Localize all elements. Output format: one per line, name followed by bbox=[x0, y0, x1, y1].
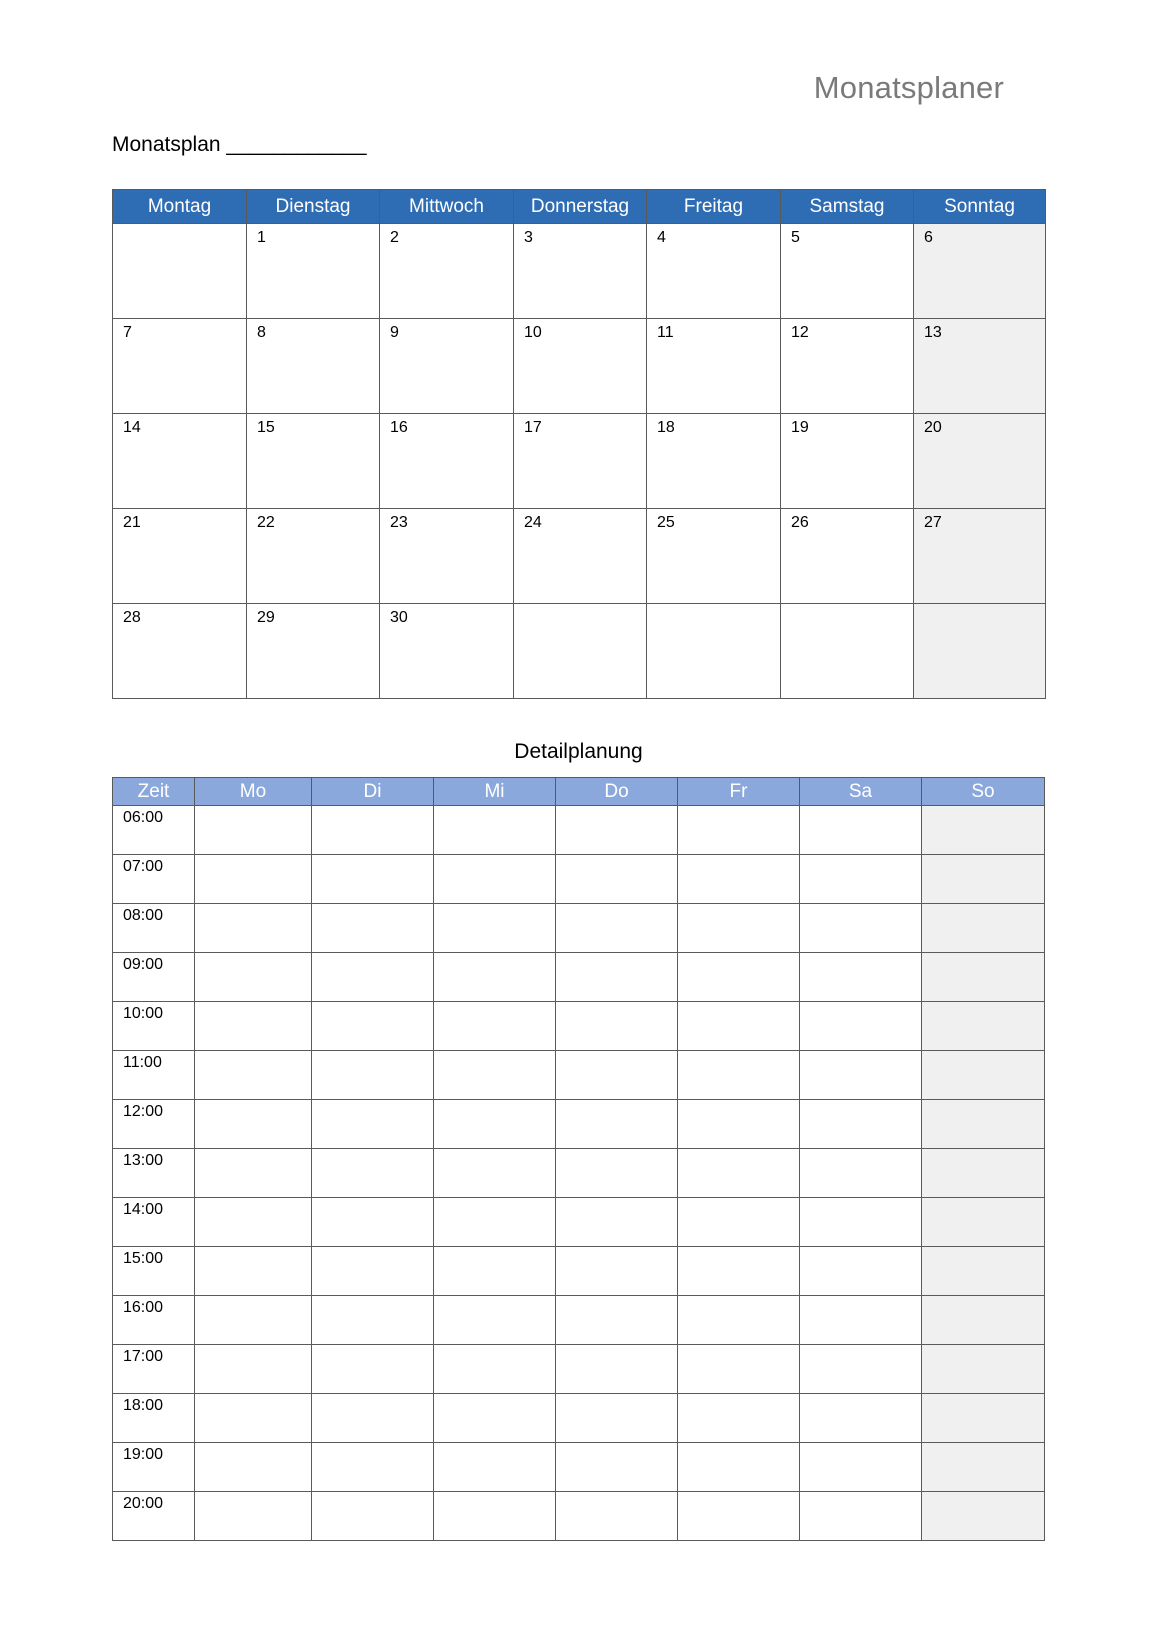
time-row bbox=[113, 1149, 1045, 1198]
day-cell[interactable]: 19 bbox=[781, 414, 914, 509]
day-cell[interactable]: 16 bbox=[380, 414, 514, 509]
schedule-slot[interactable] bbox=[195, 1443, 312, 1492]
schedule-slot[interactable] bbox=[800, 1247, 922, 1296]
schedule-slot[interactable] bbox=[556, 806, 678, 855]
schedule-slot[interactable] bbox=[434, 1002, 556, 1051]
schedule-slot[interactable] bbox=[195, 1149, 312, 1198]
document-title: Monatsplaner bbox=[813, 70, 1004, 105]
time-row bbox=[113, 1394, 1045, 1443]
schedule-slot[interactable] bbox=[195, 953, 312, 1002]
time-row bbox=[113, 806, 1045, 855]
schedule-slot[interactable] bbox=[922, 904, 1045, 953]
schedule-slot[interactable] bbox=[800, 855, 922, 904]
schedule-slot[interactable] bbox=[556, 1100, 678, 1149]
sunday-cell[interactable]: 20 bbox=[914, 414, 1046, 509]
schedule-slot[interactable] bbox=[800, 1051, 922, 1100]
day-cell[interactable]: 3 bbox=[514, 224, 647, 319]
schedule-slot[interactable] bbox=[678, 1296, 800, 1345]
time-row bbox=[113, 1247, 1045, 1296]
day-cell[interactable]: 5 bbox=[781, 224, 914, 319]
day-cell[interactable]: 2 bbox=[380, 224, 514, 319]
schedule-slot[interactable] bbox=[434, 953, 556, 1002]
schedule-slot[interactable] bbox=[678, 1149, 800, 1198]
schedule-slot[interactable] bbox=[678, 1051, 800, 1100]
day-cell[interactable]: 9 bbox=[380, 319, 514, 414]
month-calendar-table bbox=[112, 189, 1046, 699]
day-cell[interactable]: 24 bbox=[514, 509, 647, 604]
weekday-header: Sonntag bbox=[914, 190, 1046, 224]
time-row bbox=[113, 953, 1045, 1002]
weekday-header: Samstag bbox=[781, 190, 914, 224]
day-cell[interactable]: 17 bbox=[514, 414, 647, 509]
time-row bbox=[113, 1296, 1045, 1345]
day-cell[interactable] bbox=[514, 604, 647, 699]
schedule-slot[interactable] bbox=[922, 1492, 1045, 1541]
day-cell[interactable]: 15 bbox=[247, 414, 380, 509]
schedule-slot[interactable] bbox=[312, 1100, 434, 1149]
schedule-slot[interactable] bbox=[434, 1100, 556, 1149]
day-cell[interactable]: 10 bbox=[514, 319, 647, 414]
schedule-slot[interactable] bbox=[195, 904, 312, 953]
schedule-slot[interactable] bbox=[312, 806, 434, 855]
schedule-slot[interactable] bbox=[678, 1002, 800, 1051]
schedule-slot[interactable] bbox=[556, 1296, 678, 1345]
time-label: 08:00 bbox=[113, 904, 195, 953]
schedule-slot[interactable] bbox=[922, 1051, 1045, 1100]
schedule-slot[interactable] bbox=[922, 953, 1045, 1002]
time-row bbox=[113, 1002, 1045, 1051]
weekday-header: Freitag bbox=[647, 190, 781, 224]
sunday-cell[interactable]: 27 bbox=[914, 509, 1046, 604]
day-cell[interactable]: 4 bbox=[647, 224, 781, 319]
schedule-slot[interactable] bbox=[312, 1394, 434, 1443]
schedule-slot[interactable] bbox=[922, 1443, 1045, 1492]
schedule-slot[interactable] bbox=[195, 806, 312, 855]
time-row bbox=[113, 855, 1045, 904]
schedule-slot[interactable] bbox=[922, 1149, 1045, 1198]
schedule-slot[interactable] bbox=[678, 953, 800, 1002]
schedule-slot[interactable] bbox=[678, 1492, 800, 1541]
schedule-slot[interactable] bbox=[922, 806, 1045, 855]
schedule-slot[interactable] bbox=[556, 1345, 678, 1394]
time-label: 20:00 bbox=[113, 1492, 195, 1541]
day-cell[interactable]: 1 bbox=[247, 224, 380, 319]
sunday-cell[interactable]: 6 bbox=[914, 224, 1046, 319]
schedule-slot[interactable] bbox=[556, 1492, 678, 1541]
day-cell[interactable]: 21 bbox=[113, 509, 247, 604]
schedule-slot[interactable] bbox=[678, 1247, 800, 1296]
week-row bbox=[113, 509, 1046, 604]
schedule-slot[interactable] bbox=[556, 1198, 678, 1247]
time-label: 19:00 bbox=[113, 1443, 195, 1492]
schedule-slot[interactable] bbox=[195, 1198, 312, 1247]
time-row bbox=[113, 1492, 1045, 1541]
day-column-header: Fr bbox=[678, 778, 800, 806]
schedule-slot[interactable] bbox=[800, 1443, 922, 1492]
schedule-slot[interactable] bbox=[800, 1296, 922, 1345]
schedule-slot[interactable] bbox=[678, 1394, 800, 1443]
sunday-cell[interactable] bbox=[914, 604, 1046, 699]
day-column-header: Do bbox=[556, 778, 678, 806]
schedule-slot[interactable] bbox=[195, 1051, 312, 1100]
schedule-slot[interactable] bbox=[678, 904, 800, 953]
time-row bbox=[113, 904, 1045, 953]
schedule-slot[interactable] bbox=[312, 1492, 434, 1541]
schedule-slot[interactable] bbox=[312, 855, 434, 904]
day-cell[interactable] bbox=[781, 604, 914, 699]
schedule-slot[interactable] bbox=[556, 1149, 678, 1198]
time-label: 10:00 bbox=[113, 1002, 195, 1051]
time-label: 15:00 bbox=[113, 1247, 195, 1296]
day-column-header: Sa bbox=[800, 778, 922, 806]
schedule-slot[interactable] bbox=[434, 1247, 556, 1296]
schedule-slot[interactable] bbox=[434, 1492, 556, 1541]
day-column-header: Di bbox=[312, 778, 434, 806]
schedule-slot[interactable] bbox=[312, 1198, 434, 1247]
day-cell[interactable]: 8 bbox=[247, 319, 380, 414]
schedule-slot[interactable] bbox=[922, 1002, 1045, 1051]
time-label: 09:00 bbox=[113, 953, 195, 1002]
day-cell[interactable]: 23 bbox=[380, 509, 514, 604]
day-cell[interactable]: 18 bbox=[647, 414, 781, 509]
week-row bbox=[113, 604, 1046, 699]
schedule-slot[interactable] bbox=[195, 1492, 312, 1541]
day-column-header: Mo bbox=[195, 778, 312, 806]
schedule-slot[interactable] bbox=[556, 1394, 678, 1443]
schedule-slot[interactable] bbox=[922, 1198, 1045, 1247]
schedule-slot[interactable] bbox=[556, 953, 678, 1002]
day-cell[interactable]: 30 bbox=[380, 604, 514, 699]
day-cell[interactable]: 25 bbox=[647, 509, 781, 604]
schedule-slot[interactable] bbox=[195, 1394, 312, 1443]
schedule-slot[interactable] bbox=[556, 1051, 678, 1100]
schedule-slot[interactable] bbox=[556, 1443, 678, 1492]
schedule-slot[interactable] bbox=[312, 1296, 434, 1345]
schedule-slot[interactable] bbox=[434, 806, 556, 855]
schedule-slot[interactable] bbox=[800, 1002, 922, 1051]
time-label: 16:00 bbox=[113, 1296, 195, 1345]
schedule-slot[interactable] bbox=[434, 1198, 556, 1247]
schedule-slot[interactable] bbox=[434, 1051, 556, 1100]
week-row bbox=[113, 319, 1046, 414]
weekday-header: Mittwoch bbox=[380, 190, 514, 224]
schedule-slot[interactable] bbox=[800, 1198, 922, 1247]
time-label: 13:00 bbox=[113, 1149, 195, 1198]
day-cell[interactable] bbox=[647, 604, 781, 699]
time-label: 14:00 bbox=[113, 1198, 195, 1247]
month-header-row bbox=[113, 190, 1046, 224]
schedule-slot[interactable] bbox=[312, 904, 434, 953]
time-label: 17:00 bbox=[113, 1345, 195, 1394]
week-row bbox=[113, 414, 1046, 509]
schedule-slot[interactable] bbox=[922, 1100, 1045, 1149]
time-label: 07:00 bbox=[113, 855, 195, 904]
schedule-slot[interactable] bbox=[678, 1100, 800, 1149]
schedule-slot[interactable] bbox=[434, 1345, 556, 1394]
schedule-slot[interactable] bbox=[195, 855, 312, 904]
schedule-slot[interactable] bbox=[922, 1345, 1045, 1394]
time-row bbox=[113, 1198, 1045, 1247]
time-label: 18:00 bbox=[113, 1394, 195, 1443]
time-row bbox=[113, 1345, 1045, 1394]
schedule-slot[interactable] bbox=[312, 1345, 434, 1394]
time-column-header: Zeit bbox=[113, 778, 195, 806]
time-label: 06:00 bbox=[113, 806, 195, 855]
time-label: 11:00 bbox=[113, 1051, 195, 1100]
month-plan-label: Monatsplan ____________ bbox=[112, 133, 367, 156]
week-row bbox=[113, 224, 1046, 319]
day-cell[interactable]: 14 bbox=[113, 414, 247, 509]
schedule-slot[interactable] bbox=[922, 1394, 1045, 1443]
schedule-slot[interactable] bbox=[556, 1247, 678, 1296]
day-cell[interactable]: 28 bbox=[113, 604, 247, 699]
schedule-slot[interactable] bbox=[312, 1051, 434, 1100]
detail-table-body bbox=[113, 806, 1045, 1541]
schedule-slot[interactable] bbox=[434, 855, 556, 904]
day-cell[interactable]: 11 bbox=[647, 319, 781, 414]
time-row bbox=[113, 1051, 1045, 1100]
day-cell[interactable] bbox=[113, 224, 247, 319]
schedule-slot[interactable] bbox=[312, 1443, 434, 1492]
time-row bbox=[113, 1443, 1045, 1492]
schedule-slot[interactable] bbox=[312, 1247, 434, 1296]
schedule-slot[interactable] bbox=[678, 806, 800, 855]
weekday-header: Dienstag bbox=[247, 190, 380, 224]
schedule-slot[interactable] bbox=[312, 1149, 434, 1198]
day-cell[interactable]: 26 bbox=[781, 509, 914, 604]
schedule-slot[interactable] bbox=[922, 1296, 1045, 1345]
schedule-slot[interactable] bbox=[922, 855, 1045, 904]
schedule-slot[interactable] bbox=[678, 1443, 800, 1492]
schedule-slot[interactable] bbox=[922, 1247, 1045, 1296]
schedule-slot[interactable] bbox=[800, 1345, 922, 1394]
day-cell[interactable]: 7 bbox=[113, 319, 247, 414]
schedule-slot[interactable] bbox=[800, 1149, 922, 1198]
detail-header-row bbox=[113, 778, 1045, 806]
schedule-slot[interactable] bbox=[800, 953, 922, 1002]
schedule-slot[interactable] bbox=[800, 806, 922, 855]
detail-planning-table bbox=[112, 777, 1045, 1541]
schedule-slot[interactable] bbox=[678, 1198, 800, 1247]
schedule-slot[interactable] bbox=[800, 904, 922, 953]
schedule-slot[interactable] bbox=[556, 855, 678, 904]
schedule-slot[interactable] bbox=[434, 904, 556, 953]
schedule-slot[interactable] bbox=[195, 1100, 312, 1149]
day-column-header: Mi bbox=[434, 778, 556, 806]
detail-planning-heading: Detailplanung bbox=[514, 740, 643, 763]
schedule-slot[interactable] bbox=[800, 1492, 922, 1541]
schedule-slot[interactable] bbox=[678, 1345, 800, 1394]
day-cell[interactable]: 22 bbox=[247, 509, 380, 604]
weekday-header: Montag bbox=[113, 190, 247, 224]
schedule-slot[interactable] bbox=[434, 1296, 556, 1345]
schedule-slot[interactable] bbox=[434, 1443, 556, 1492]
time-row bbox=[113, 1100, 1045, 1149]
schedule-slot[interactable] bbox=[800, 1100, 922, 1149]
schedule-slot[interactable] bbox=[800, 1394, 922, 1443]
sunday-cell[interactable]: 13 bbox=[914, 319, 1046, 414]
time-label: 12:00 bbox=[113, 1100, 195, 1149]
day-cell[interactable]: 12 bbox=[781, 319, 914, 414]
schedule-slot[interactable] bbox=[195, 1345, 312, 1394]
schedule-slot[interactable] bbox=[312, 953, 434, 1002]
schedule-slot[interactable] bbox=[195, 1002, 312, 1051]
schedule-slot[interactable] bbox=[312, 1002, 434, 1051]
schedule-slot[interactable] bbox=[678, 855, 800, 904]
day-column-header: So bbox=[922, 778, 1045, 806]
schedule-slot[interactable] bbox=[434, 1149, 556, 1198]
schedule-slot[interactable] bbox=[556, 1002, 678, 1051]
schedule-slot[interactable] bbox=[195, 1247, 312, 1296]
schedule-slot[interactable] bbox=[195, 1296, 312, 1345]
day-cell[interactable]: 29 bbox=[247, 604, 380, 699]
schedule-slot[interactable] bbox=[556, 904, 678, 953]
schedule-slot[interactable] bbox=[434, 1394, 556, 1443]
weekday-header: Donnerstag bbox=[514, 190, 647, 224]
